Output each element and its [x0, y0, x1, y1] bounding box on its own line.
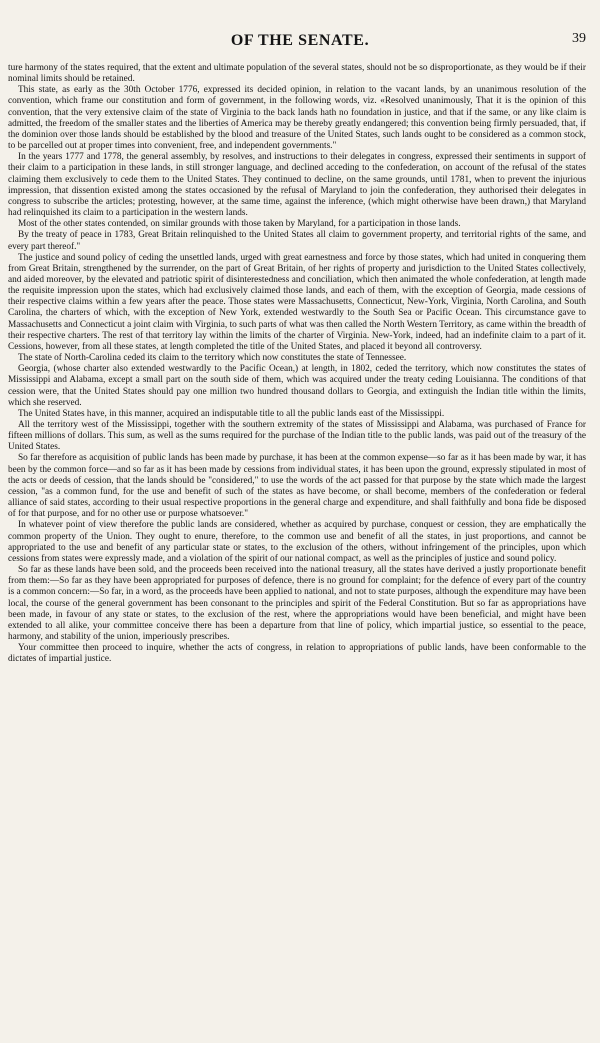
paragraph: All the territory west of the Mississippi, together with the southern extremity of the states of Mississippi and Alabama, was purchased of France for fifteen millions of dollars. This sum, as well as the sums required for the purchase of the Indian title to the public lands, was paid out of the treasury of the United States. [8, 420, 586, 453]
paragraph: In the years 1777 and 1778, the general assembly, by resolves, and instructions to their delegates in congress, expressed their sentiments in support of their claim to a participation in these lands, in still stronger language, and declined acceding to the confederation, on account of the refusal of the states claiming them exclusively to cede them to the United States. They continued to decline, on the same grounds, until 1781, when to prevent the injurious impression, that dissention existed among the states occasioned by the refusal of Maryland to join the confederation, they authorised their delegates in congress to subscribe the articles; protesting, however, at the same time, against the inference, (which might otherwise have been drawn,) that Maryland had relinquished its claim to a participation in the western lands. [8, 152, 586, 219]
paragraph: So far therefore as acquisition of public lands has been made by purchase, it has been at the common expense—so far as it has been made by war, it has been by the common force—and so far as it has been made by cessions from individual states, it has been upon the ground, expressly stipulated in most of the acts or deeds of cession, that the lands should be "considered," to use the words of the act passed for that purpose by the state which made the largest cession, "as a common fund, for the use and benefit of such of the states as have become, or shall become, members of the confederation or federal alliance of said states, according to their usual respective proportions in the general charge and expenditure, and shall faithfully and bona fide be disposed of for that purpose, and for no other use or purpose whatsoever." [8, 453, 586, 520]
paragraph: The state of North-Carolina ceded its claim to the territory which now constitutes the state of Tennessee. [18, 353, 407, 364]
paragraph: Georgia, (whose charter also extended westwardly to the Pacific Ocean,) at length, in 1802, ceded the territory, which now constitutes the states of Mississippi and Alabama, except a small part on the south side of them, which was acquired under the treaty ceding Louisianna. The conditions of that cession were, that the United States should pay one million two hundred thousand dollars to Georgia, and extinguish the Indian title within the limits, which she reserved. [8, 364, 586, 408]
paragraph: By the treaty of peace in 1783, Great Britain relinquished to the United States all claim to government property, and territorial rights of the same, and every part thereof." [8, 230, 586, 252]
paragraph: ture harmony of the states required, that the extent and ultimate population of the several states, should not be so disproportionate, as they would be if their nominal limits should be retained. [8, 63, 586, 85]
body-text [8, 63, 586, 665]
paragraph: Most of the other states contended, on similar grounds with those taken by Maryland, for a participation in those lands. [18, 219, 461, 230]
page-number: 39 [572, 31, 586, 46]
paragraph: The United States have, in this manner, acquired an indisputable title to all the public lands east of the Mississippi. [18, 408, 445, 419]
paragraph: Your committee then proceed to inquire, whether the acts of congress, in relation to appropriations of public lands, have been conformable to the dictates of impartial justice. [8, 643, 586, 665]
paragraph: In whatever point of view therefore the public lands are considered, whether as acquired by purchase, conquest or cession, they are emphatically the common property of the Union. They ought to enure, therefore, to the common use and benefit of all the states, in just proportions, and cannot be appropriated to the use and benefit of any particular state or states, to the exclusion of the others, without infringement of the principles, upon which cessions from states were expressly made, and a violation of the spirit of our national compact, as well as the principles of justice and sound policy. [8, 520, 586, 564]
running-head-title: OF THE SENATE. [230, 32, 370, 49]
paragraph: So far as these lands have been sold, and the proceeds been received into the national treasury, all the states have derived a justly proportionate benefit from them:—So far as they have been appropriated for purposes of defence, there is no ground for complaint; for the defence of every part of the country is a common concern:—So far, in a word, as the proceeds have been applied to national, and not to state purposes, although the expenditure may have been local, the course of the general government has been consonant to the principles and spirit of the Federal Constitution. But so far as appropriations have been made, in favour of any state or states, to the exclusion of the rest, where the appropriations would have been beneficial, and might have been extended to all alike, your committee conceive there has been a departure from that line of policy, which impartial justice, so essential to the peace, harmony, and stability of the union, imperiously prescribes. [8, 565, 586, 642]
paragraph: The justice and sound policy of ceding the unsettled lands, urged with great earnestness and force by those states, which had united in conquering them from Great Britain, strengthened by the surrender, on the part of Great Britain, of her rights of property and jurisdiction to the United States collectively, and aided moreover, by the elevated and patriotic spirit of disinterestedness and conciliation, which then animated the whole confederation, at length made the requisite impression upon the states, which had exclusively claimed those lands, and each of them, with the exception of Georgia, made cessions of their respective claims within a few years after the peace. Those states were Massachusetts, Connecticut, New-York, Virginia, North Carolina, and South Carolina, the charters of which, with the exception of New York, extended westwardly to the South Sea or Pacific Ocean. This circumstance gave to Massachusetts and Connecticut a joint claim with Virginia, to such parts of what was then called the North Western Territory, as came within the breadth of their respective charters. The rest of that territory lay within the limits of the charter of Virginia. New-York, indeed, had an indefinite claim to a part of it. Cessions, however, from all these states, at length completed the title of the United States, and placed it beyond all controversy. [8, 252, 586, 352]
paragraph: This state, as early as the 30th October 1776, expressed its decided opinion, in relation to the vacant lands, by an unanimous resolution of the convention, which frame our constitution and form of government, in the following words, viz. «Resolved unanimously, That it is the opinion of this convention, that the very extensive claim of the state of Virginia to the back lands hath no foundation in justice, and that if the same, or any like claim is admitted, the freedom of the smaller states and the liberties of America may be thereby greatly endangered; this convention being firmly persuaded, that, if the dominion over those lands should be established by the blood and treasure of the United States, such lands ought to be considered as a common stock, to be parcelled out at proper times into convenient, free, and independent governments." [8, 85, 586, 152]
